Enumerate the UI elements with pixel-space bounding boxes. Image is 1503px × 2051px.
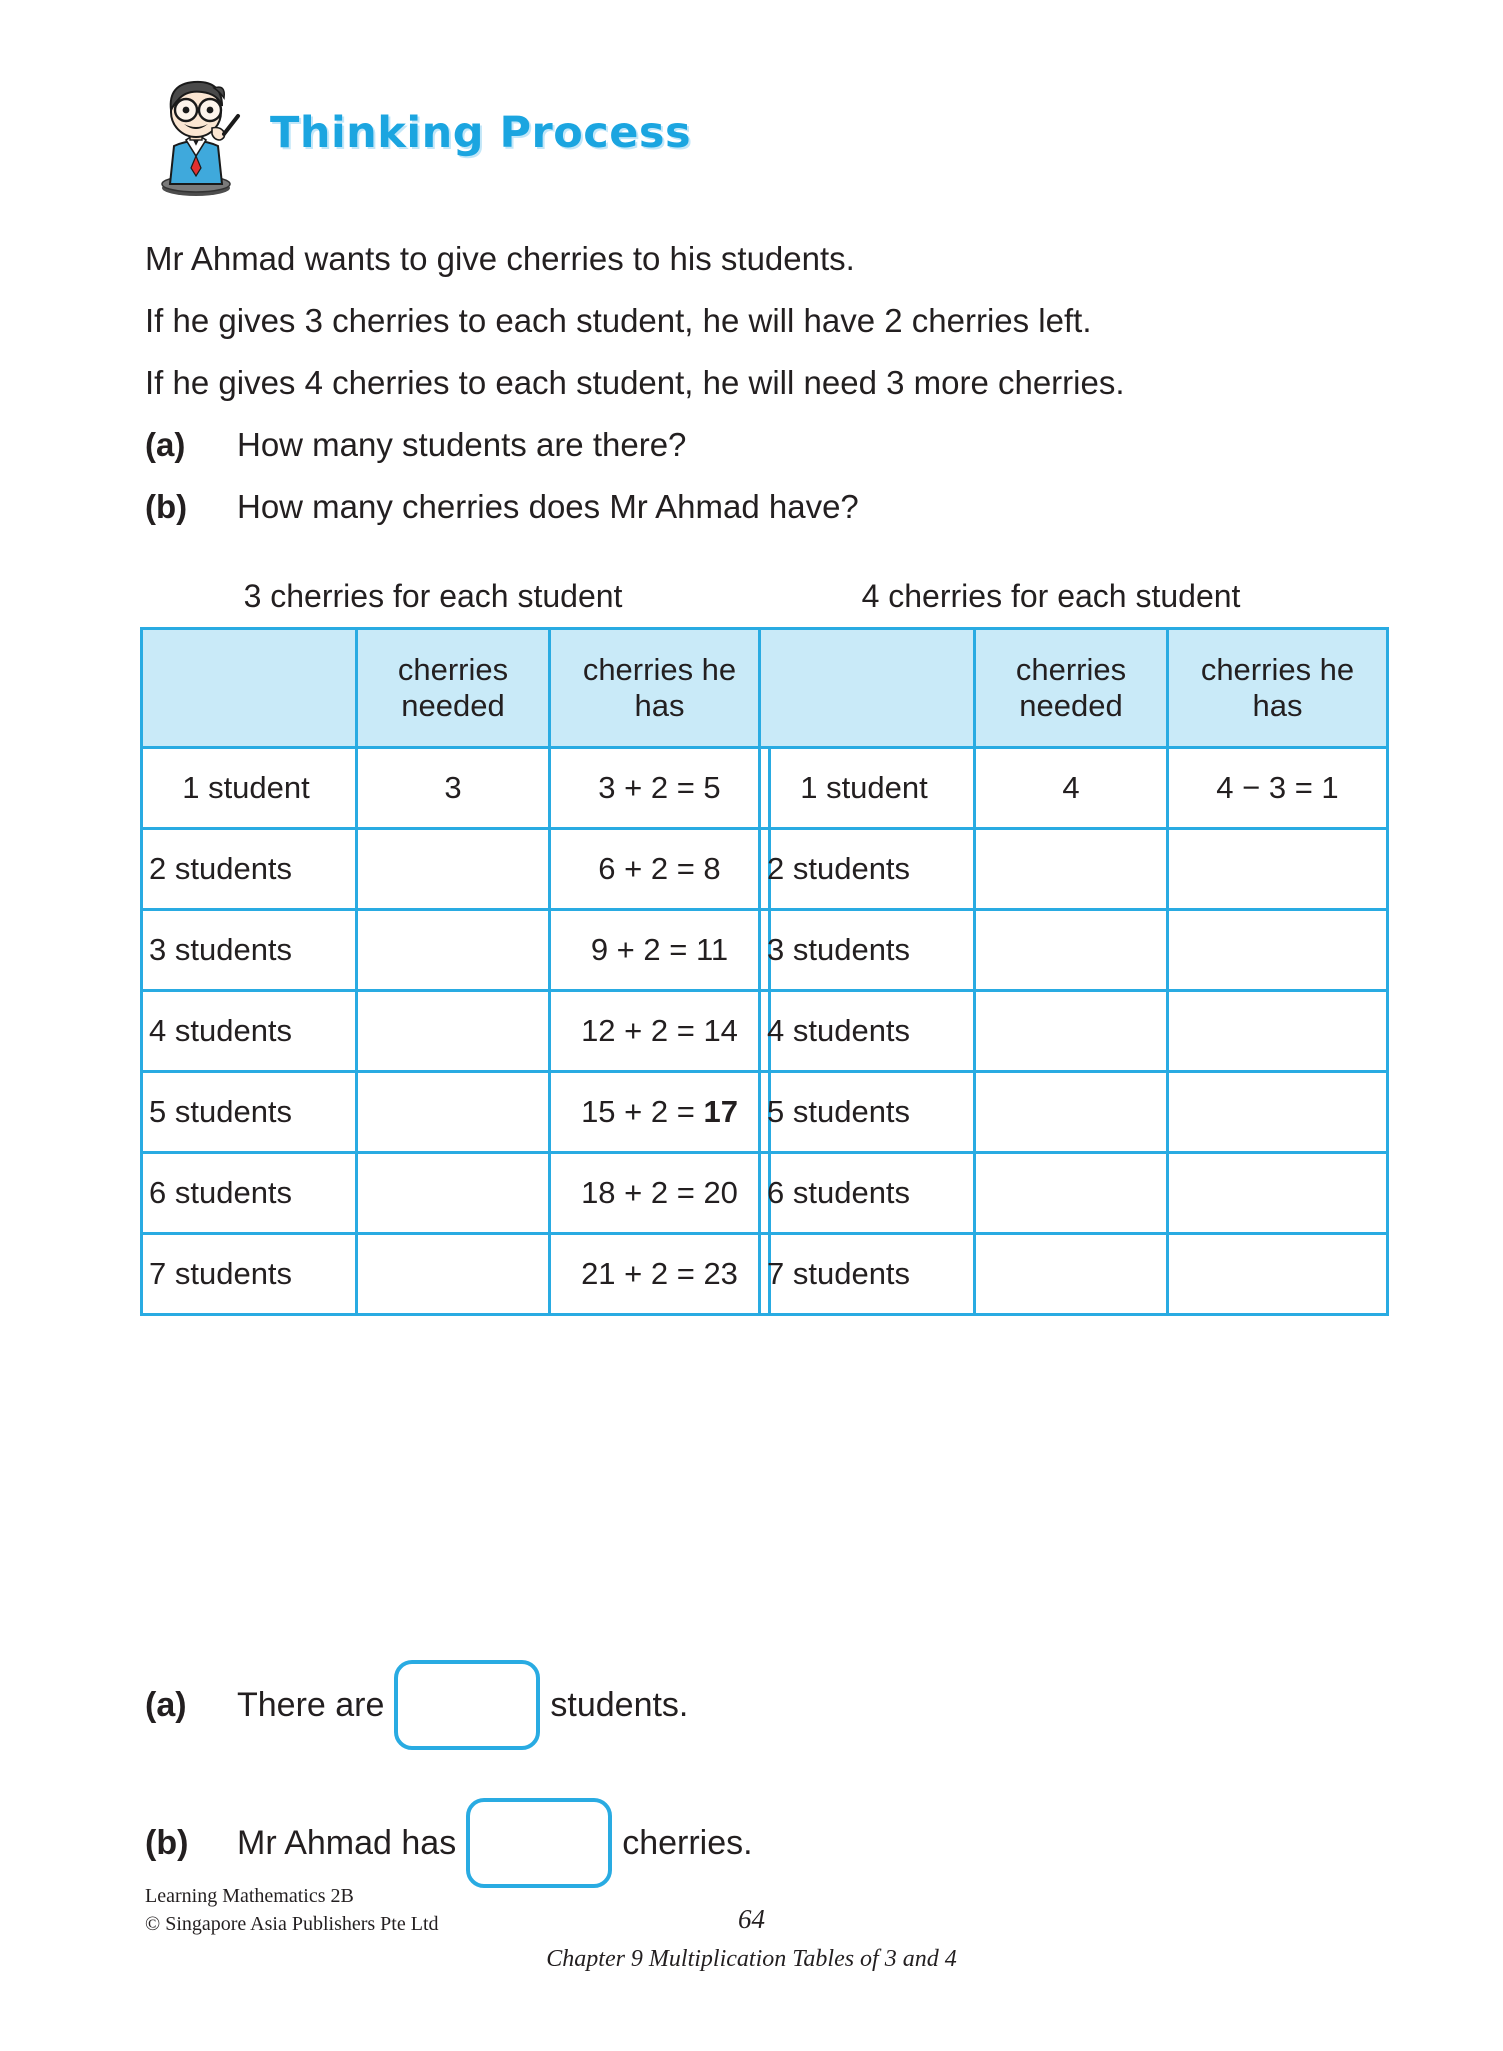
footer-book-title: Learning Mathematics 2B	[145, 1885, 354, 1907]
problem-line-2: If he gives 3 cherries to each student, he will have 2 cherries left.	[145, 302, 1092, 339]
row-label: 6 students	[760, 1153, 975, 1234]
footer-chapter: Chapter 9 Multiplication Tables of 3 and 4	[546, 1946, 957, 1972]
table-row	[760, 910, 1388, 991]
table-block-right	[758, 578, 1355, 1316]
table-row	[142, 748, 770, 829]
cell-has[interactable]: 4 − 3 = 1	[1168, 748, 1388, 829]
table-header-row	[142, 629, 770, 748]
row-label: 3 students	[142, 910, 357, 991]
cell-has[interactable]	[1168, 1153, 1388, 1234]
col-header-needed-right: cherries needed	[975, 629, 1168, 748]
page-number: 64	[738, 1904, 765, 1934]
answer-b-after: cherries.	[622, 1823, 753, 1862]
row-label: 5 students	[142, 1072, 357, 1153]
table-row	[760, 1234, 1388, 1315]
working-tables	[140, 578, 1370, 1316]
answer-b-before: Mr Ahmad has	[237, 1823, 457, 1862]
cell-has[interactable]	[550, 1234, 770, 1315]
cell-has[interactable]	[1168, 991, 1388, 1072]
table-caption-left: 3 cherries for each student	[243, 578, 623, 614]
cell-needed[interactable]	[357, 1072, 550, 1153]
table-3-cherries	[140, 627, 771, 1316]
cell-needed[interactable]	[975, 1153, 1168, 1234]
cell-needed[interactable]	[357, 1153, 550, 1234]
cell-needed[interactable]: 3	[357, 748, 550, 829]
cell-needed[interactable]	[357, 829, 550, 910]
cell-needed[interactable]	[357, 991, 550, 1072]
table-row	[142, 910, 770, 991]
col-header-has-right: cherries he has	[1168, 629, 1388, 748]
table-row	[760, 991, 1388, 1072]
cell-has-text: 21 + 2 = 23	[581, 1256, 738, 1291]
cell-needed[interactable]	[357, 910, 550, 991]
cell-has[interactable]	[550, 991, 770, 1072]
cell-has[interactable]	[1168, 910, 1388, 991]
cell-has-text: 6 + 2 = 8	[598, 851, 721, 886]
cell-needed[interactable]	[975, 991, 1168, 1072]
cell-has[interactable]	[550, 1153, 770, 1234]
answer-b-label: (b)	[145, 1823, 189, 1862]
section-header	[140, 68, 691, 198]
row-label: 7 students	[142, 1234, 357, 1315]
table-row	[760, 1153, 1388, 1234]
answer-row-b	[145, 1798, 1345, 1888]
table-row	[142, 1234, 770, 1315]
table-block-left	[140, 578, 738, 1316]
row-label: 4 students	[760, 991, 975, 1072]
table-row	[142, 991, 770, 1072]
table-row	[142, 1072, 770, 1153]
col-header-blank-right	[760, 629, 975, 748]
cell-has[interactable]	[1168, 829, 1388, 910]
table-row	[760, 829, 1388, 910]
answer-a-label: (a)	[145, 1685, 187, 1724]
table-header-row	[760, 629, 1388, 748]
cell-has-text: 15 + 2 =	[581, 1094, 704, 1129]
cell-needed[interactable]	[975, 1072, 1168, 1153]
cell-has[interactable]	[1168, 1234, 1388, 1315]
table-row	[760, 748, 1388, 829]
table-row	[760, 1072, 1388, 1153]
table-body-right	[760, 748, 1388, 1315]
cell-has[interactable]	[550, 748, 770, 829]
cell-has-text: 3 + 2 = 5	[598, 770, 721, 805]
page-title: Thinking Process	[270, 108, 692, 158]
question-a-label: (a)	[145, 426, 186, 463]
table-body-left	[142, 748, 770, 1315]
cell-has[interactable]	[550, 910, 770, 991]
cell-has-answer: 17	[703, 1094, 738, 1129]
question-b	[145, 476, 1385, 538]
problem-line-1: Mr Ahmad wants to give cherries to his students.	[145, 240, 855, 277]
cell-has[interactable]	[1168, 1072, 1388, 1153]
cell-has[interactable]	[550, 829, 770, 910]
col-header-has-left: cherries he has	[550, 629, 770, 748]
cell-needed[interactable]	[975, 829, 1168, 910]
row-label: 3 students	[760, 910, 975, 991]
footer-copyright: © Singapore Asia Publishers Pte Ltd	[145, 1913, 439, 1935]
cell-needed[interactable]: 4	[975, 748, 1168, 829]
problem-line-3: If he gives 4 cherries to each student, he will need 3 more cherries.	[145, 364, 1125, 401]
table-row	[142, 829, 770, 910]
answer-a-box[interactable]	[394, 1660, 540, 1750]
question-b-label: (b)	[145, 488, 188, 525]
row-label: 5 students	[760, 1072, 975, 1153]
cell-needed[interactable]	[975, 1234, 1168, 1315]
question-b-text: How many cherries does Mr Ahmad have?	[237, 488, 859, 525]
page-footer	[0, 1882, 1503, 2022]
row-label: 2 students	[142, 829, 357, 910]
cell-has[interactable]	[550, 1072, 770, 1153]
col-header-needed-left: cherries needed	[357, 629, 550, 748]
row-label: 1 student	[142, 748, 357, 829]
row-label: 2 students	[760, 829, 975, 910]
table-4-cherries	[758, 627, 1389, 1316]
cell-needed[interactable]	[357, 1234, 550, 1315]
answer-b-box[interactable]	[466, 1798, 612, 1888]
answer-a-after: students.	[550, 1685, 689, 1724]
row-label: 6 students	[142, 1153, 357, 1234]
table-row	[142, 1153, 770, 1234]
cell-needed[interactable]	[975, 910, 1168, 991]
answer-a-before: There are	[237, 1685, 385, 1724]
thinking-student-icon	[140, 68, 252, 198]
table-caption-right: 4 cherries for each student	[861, 578, 1241, 614]
row-label: 1 student	[760, 748, 975, 829]
cell-has-text: 9 + 2 = 11	[590, 932, 729, 967]
col-header-blank-left	[142, 629, 357, 748]
row-label: 4 students	[142, 991, 357, 1072]
question-a-text: How many students are there?	[237, 426, 687, 463]
problem-statement	[145, 228, 1385, 538]
cell-has-text: 12 + 2 = 14	[581, 1013, 738, 1048]
cell-has-text: 18 + 2 = 20	[581, 1175, 738, 1210]
row-label: 7 students	[760, 1234, 975, 1315]
answer-row-a	[145, 1660, 1345, 1750]
question-a	[145, 414, 1385, 476]
